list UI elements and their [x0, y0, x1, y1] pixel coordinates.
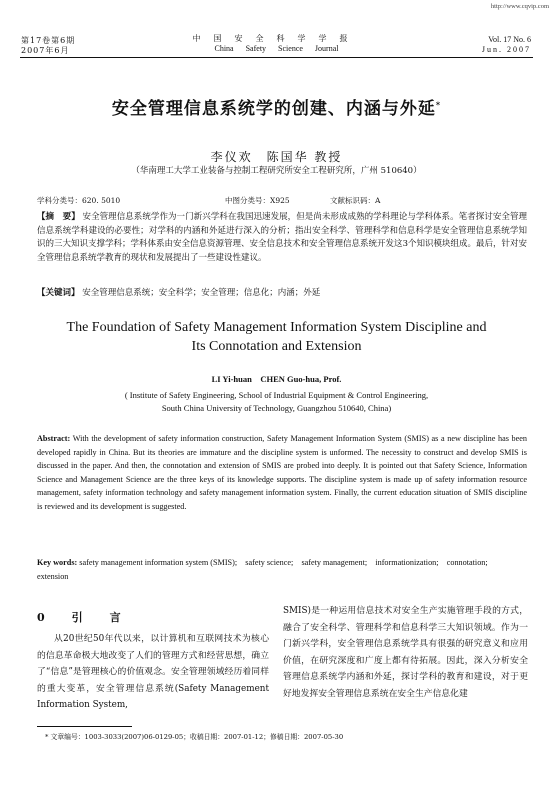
journal-volume-en: Vol. 17 No. 6	[488, 35, 531, 44]
journal-date-en: Jun. 2007	[481, 45, 531, 54]
keywords-cn: 【关键词】 安全管理信息系统；安全科学；安全管理；信息化；内涵；外延	[37, 288, 321, 298]
affiliation-en: ( Institute of Safety Engineering, School of Industrial Equipment & Control Engineering, South China University of Technology, Guangzhou 510640, China)	[124, 390, 429, 413]
journal-issue-cn: 第17卷第6期	[21, 36, 76, 45]
title-en: The Foundation of Safety Management Information System Discipline and Its Connotation and Extension	[66, 320, 487, 354]
journal-name-cn: 中国安全科学学报	[192, 34, 361, 43]
abstract-cn: 【摘 要】 安全管理信息系统学作为一门新兴学科在我国迅速发展，但是尚未形成成熟的学科理论与学科体系。笔者探讨安全管理信息系统学科建设的必要性；对学科的内涵和外延进行深入的分析；指出安全科学、管理科学和信息科学是安全管理信息系统学知识的三大知识支撑学科；学科体系由安全信息资源管理、安全信息技术和安全管理信息系统开发这3个知识模块组成。最后，针对安全管理信息系统学教育的现状和发展提出了一些建设性建议。	[37, 212, 527, 263]
journal-name-en: China Safety Science Journal	[214, 44, 339, 53]
watermark-url: http://www.cqvip.com	[490, 3, 549, 10]
authors-en: LI Yi-huan CHEN Guo-hua, Prof.	[211, 374, 342, 384]
discipline-code: 学科分类号：620. 5010	[37, 196, 121, 205]
authors-cn: 李仪欢 陈国华 教授	[210, 150, 343, 164]
journal-date-cn: 2007年6月	[21, 46, 70, 55]
footnote-rule	[37, 726, 132, 727]
clc-number: 中图分类号：X925	[225, 196, 290, 205]
header-rule	[20, 57, 533, 58]
document-code: 文献标识码：A	[330, 196, 381, 205]
affiliation-cn: （华南理工大学工业装备与控制工程研究所安全工程研究所，广州 510640）	[131, 166, 422, 176]
keywords-en: Key words: safety management information system (SMIS); safety science; safety management; informationization; connotation; extension	[37, 558, 496, 581]
body-column-right: SMIS)是一种运用信息技术对安全生产实施管理手段的方式，融合了安全科学、管理科学和信息科学三大知识领域。作为一门新兴学科，安全管理信息系统学具有很强的研究意义和应用价值，在研究深度和广度上都有待拓展。因此，深入分析安全管理信息系统学内涵和外延，探讨学科的教育和建设，对于更好地发挥安全管理信息系统在安全生产信息化建	[283, 606, 528, 699]
title-cn: 安全管理信息系统学的创建、内涵与外延*	[111, 99, 442, 119]
footnote: * 文章编号：1003-3033(2007)06-0129-05；收稿日期：2007-01-12；修稿日期：2007-05-30	[45, 733, 344, 741]
abstract-en: Abstract: With the development of safety information construction, Safety Management Information System (SMIS) as a new discipline has been developed rapidly in China. But its theories are immature and the discipline system is unformed. The necessity to construct and develop SMIS is discussed in the paper. And then, the connotation and extension of SMIS are probed into deeply. It is pointed out that Safety Science, Information Science and Management Science are the three keys of its knowledge supports. The discipline system is made up of safety information resource management, safety information technology and safety management information system. Finally, the current education situation of SMIS discipline is reviewed and its development is suggested.	[37, 434, 527, 511]
body-column-left: 从20世纪50年代以来，以计算机和互联网技术为核心的信息革命极大地改变了人们的管理方式和经营思想，确立了“信息”是管理核心的价值观念。安全管理领域经历着同样的重大变革，安全管理信息系统(Safety Management Information System,	[37, 634, 269, 710]
section-heading: 0 引 言	[37, 611, 129, 624]
